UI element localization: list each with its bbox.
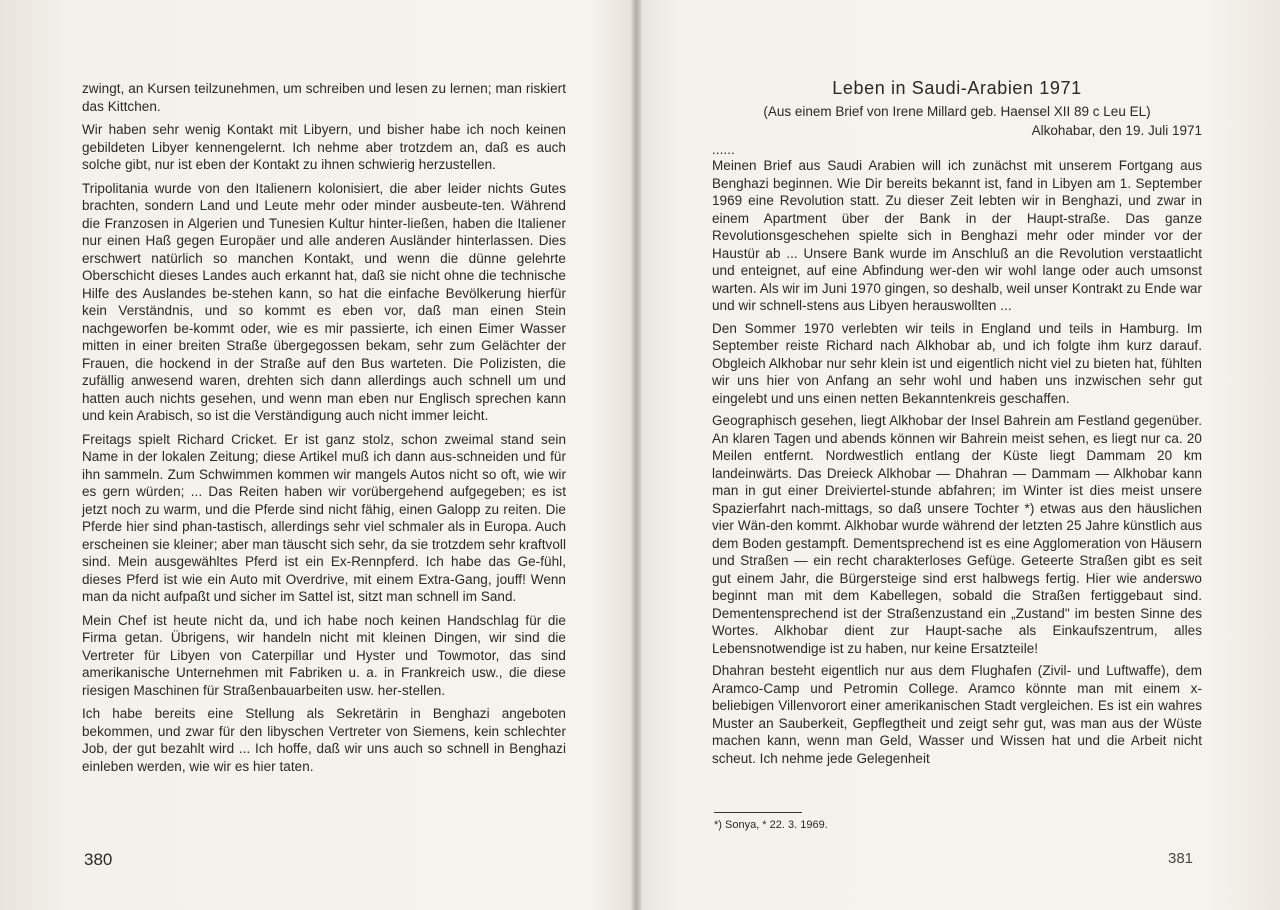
paragraph: Ich habe bereits eine Stellung als Sekretärin in Benghazi angeboten bekommen, und zwar für den libyschen Vertreter von Siemens, kein schlechter Job, der gut bezahlt wird ... Ich hoffe, daß wir uns auch so schnell in Benghazi einleben werden, wie wir es hier taten. xyxy=(82,706,566,774)
book-gutter xyxy=(632,0,642,910)
paragraph: Wir haben sehr wenig Kontakt mit Libyern, und bisher habe ich noch keinen gebildeten Libyer kennengelernt. Ich nehme aber trotzdem an, daß es auch solche gibt, nur ist eben der Kontakt zu ihnen schwierig herzustellen. xyxy=(82,122,566,172)
paragraph: Geographisch gesehen, liegt Alkhobar der Insel Bahrein am Festland gegenüber. An klaren Tagen und abends können wir Bahrein meist sehen, es liegt nur ca. 20 Meilen entfernt. Nordwestlich entlang der Küste liegt Dammam 20 km landeinwärts. Das Dreieck Alkhobar — Dhahran — Dammam — Alkhobar kann man in gut einer Dreiviertel-stunde abfahren; im Winter ist dies meist unsere Spazierfahrt nach-mittags, so daß unsere Tochter *) etwas aus den häuslichen vier Wän-den kommt. Alkhobar wurde während der letzten 25 Jahre künstlich aus dem Boden gestampft. Dementsprechend ist es eine Agglomeration von Häusern und Straßen — ein recht charakterloses Gefüge. Geteerte Straßen gibt es seit gut einem Jahr, die Bürgersteige sind erst halbwegs fertig. Hier wie anderswo beginnt man mit dem Kabellegen, sobald die Straßen fertiggebaut sind. Dementensprechend ist der Straßenzustand ein „Zustand" im besten Sinne des Wortes. Alkhobar dient zur Haupt-sache als Einkaufszentrum, alles Lebensnotwendige ist zu haben, nur keine Ersatzteile! xyxy=(712,413,1202,656)
article-title: Leben in Saudi-Arabien 1971 xyxy=(832,78,1082,98)
letter-dateline: Alkohabar, den 19. Juli 1971 xyxy=(1031,123,1202,138)
page-number: 380 xyxy=(84,850,113,869)
footnote-rule xyxy=(714,812,802,813)
paragraph: Dhahran besteht eigentlich nur aus dem Flughafen (Zivil- und Luftwaffe), dem Aramco-Camp und Petromin College. Aramco könnte man mit einem x-beliebigen Villenvorort einer amerikanischen Stadt vergleichen. Es ist ein wahres Muster an Sauberkeit, Gepflegtheit und zeigt sehr gut, was man aus der Wüste machen kann, wenn man Geld, Wasser und Wissen hat und die Arbeit nicht scheut. Ich nehme jede Gelegenheit xyxy=(712,663,1202,766)
ellipsis-mark: ...... xyxy=(712,142,735,157)
paragraph: Tripolitania wurde von den Italienern kolonisiert, die aber leider nichts Gutes brachten, sondern Land und Leute mehr oder minder ausbeute-ten. Während die Franzosen in Algerien und Tunesien Kultur hinter-ließen, haben die Italiener nur einen Haß gegen Europäer und alle anderen Ausländer hinterlassen. Dies erschwert natürlich so manchen Kontakt, und wenn die dünne gelehrte Oberschicht dieses Landes auch erkannt hat, daß sie nicht ohne die technische Hilfe des Auslandes be-stehen kann, so hat die einfache Bevölkerung hierfür kein Verständnis, und so kommt es eben vor, daß man einen Stein nachgeworfen be-kommt oder, wie es mir passierte, ich einen Eimer Wasser mitten in einer breiten Straße übergegossen bekam, sehr zum Gelächter der Frauen, die hockend in der Straße auf den Bus warteten. Die Polizisten, die zufällig anwesend waren, drehten sich dann allerdings auch schnell um und hatten auch nichts gesehen, und wenn man eben nur Englisch sprechen kann und kein Arabisch, so ist die Verständigung auch nicht immer leicht. xyxy=(82,180,566,423)
right-page xyxy=(642,0,1280,910)
paragraph: Meinen Brief aus Saudi Arabien will ich zunächst mit unserem Fortgang aus Benghazi beginnen. Wie Dir bereits bekannt ist, fand in Libyen am 1. September 1969 eine Revolution statt. Zu dieser Zeit lebten wir in Benghazi, und zwar in einem Apartment über der Bank in der Haupt-straße. Das ganze Revolutionsgeschehen spielte sich in Benghazi mehr oder minder vor der Haustür ab ... Unsere Bank wurde im Anschluß an die Revolution verstaatlicht und enteignet, auf eine Abfindung wer-den wir wohl lange oder auch umsonst warten. Als wir im Juni 1970 gingen, so deshalb, weil unser Kontrakt zu Ende war und wir schnell-stens aus Libyen herauswollten ... xyxy=(712,158,1202,313)
paragraph: Mein Chef ist heute nicht da, und ich habe noch keinen Handschlag für die Firma getan. Übrigens, wir handeln nicht mit kleinen Dingen, wir sind die Vertreter für Libyen von Caterpillar und Hyster und Towmotor, das sind amerikanische Unternehmen mit Fabriken u. a. in Frankreich usw., die diese riesigen Maschinen für Straßenbauarbeiten usw. her-stellen. xyxy=(82,612,566,698)
article-subtitle: (Aus einem Brief von Irene Millard geb. Haensel XII 89 c Leu EL) xyxy=(763,104,1151,119)
paragraph: Den Sommer 1970 verlebten wir teils in England und teils in Hamburg. Im September reiste Richard nach Alkhobar ab, und ich folgte ihm kurz darauf. Obgleich Alkhobar nur sehr klein ist und eigentlich nicht viel zu bieten hat, fühlten wir uns hier von Anfang an sehr wohl und haben uns inzwischen sehr gut eingelebt und uns einen netten Bekanntenkreis geschaffen. xyxy=(712,320,1202,406)
paragraph: zwingt, an Kursen teilzunehmen, um schreiben und lesen zu lernen; man riskiert das Kittchen. xyxy=(82,81,566,114)
paragraph: Freitags spielt Richard Cricket. Er ist ganz stolz, schon zweimal stand sein Name in der lokalen Zeitung; diese Artikel muß ich dann aus-schneiden und für ihn sammeln. Zum Schwimmen kommen wir mangels Autos nicht so oft, wie wir es gern würden; ... Das Reiten haben wir vorübergehend aufgegeben; es ist jetzt noch zu warm, und die Pferde sind nicht fähig, einen Galopp zu reiten. Die Pferde hier sind phan-tastisch, allerdings sehr viel schmaler als in Europa. Auch erscheinen sie kleiner; aber man täuscht sich sehr, da sie trotzdem sehr kraftvoll sind. Mein ausgewähltes Pferd ist ein Ex-Rennpferd. Ich habe das Ge-fühl, dieses Pferd ist wie ein Auto mit Overdrive, mit einem Extra-Gang, jouff! Wenn man da nicht aufpaßt und sicher im Sattel ist, sitzt man schnell im Sand. xyxy=(82,431,566,604)
left-page-body xyxy=(82,80,566,781)
left-page xyxy=(0,0,632,910)
right-page-body xyxy=(712,143,1202,772)
footnote: *) Sonya, * 22. 3. 1969. xyxy=(714,819,828,831)
page-number: 381 xyxy=(1168,850,1194,867)
